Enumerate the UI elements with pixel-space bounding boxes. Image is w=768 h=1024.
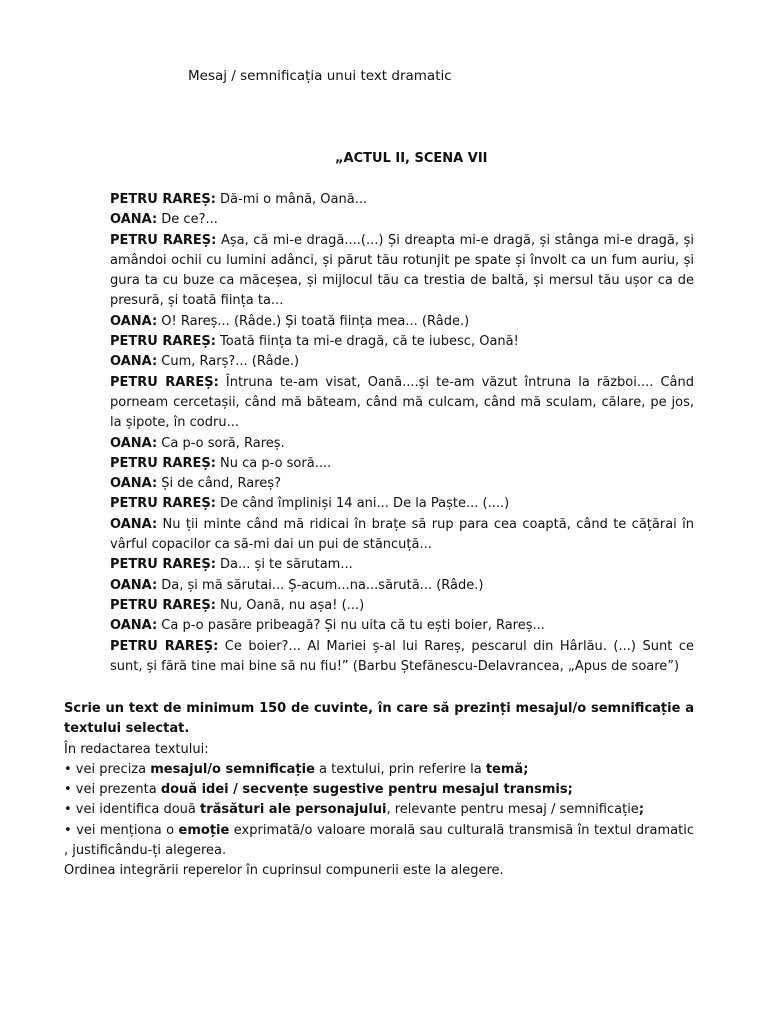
speaker-name: OANA:	[110, 577, 158, 593]
speaker-name: PETRU RAREȘ:	[110, 232, 217, 248]
dialogue-line	[110, 596, 694, 616]
line-text: Ca p-o soră, Rareș.	[157, 435, 285, 451]
bullet-text: • vei menționa o	[64, 822, 179, 838]
speaker-name: OANA:	[110, 354, 158, 370]
dialogue-line	[110, 231, 694, 312]
speaker-name: PETRU RAREȘ:	[110, 374, 219, 390]
bullet-emphasis: două idei / secvențe sugestive pentru mesajul transmis;	[160, 782, 573, 798]
bullet-emphasis: ;	[638, 802, 645, 818]
speaker-name: OANA:	[110, 618, 158, 634]
line-text: Nu ții minte când mă ridicai în brațe să rup para cea coaptă, când te cățărai în vârful copacilor ca să-mi dai un pui de stăncuță...	[110, 516, 694, 553]
line-text: De când împliniși 14 ani... De la Paște... (....)	[215, 496, 510, 512]
dialogue-line	[110, 210, 694, 230]
speaker-name: PETRU RAREȘ:	[110, 557, 216, 573]
line-text: Nu, Oană, nu așa! (...)	[215, 597, 365, 613]
dialogue-line	[110, 494, 694, 514]
speaker-name: OANA:	[110, 435, 158, 451]
bullet-emphasis: mesajul/o semnificație	[150, 761, 315, 777]
dialogue-line	[110, 312, 694, 332]
line-text: De ce?...	[157, 212, 218, 228]
dialogue-line	[110, 373, 694, 434]
bullet-text: • vei preciza	[64, 761, 151, 777]
speaker-name: OANA:	[110, 516, 158, 532]
line-text: Nu ca p-o soră....	[215, 455, 332, 471]
line-text: Da, și mă sărutai... Ș-acum...na...sărută... (Râde.)	[157, 577, 484, 593]
dialogue-line	[110, 190, 694, 210]
page-title: Mesaj / semnificația unui text dramatic	[188, 68, 452, 84]
dialogue-line	[110, 332, 694, 352]
bullet-text: a textului, prin referire la	[314, 761, 486, 777]
task-bullet	[64, 760, 694, 780]
line-text: Așa, că mi-e dragă....(...) Și dreapta mi-e dragă, și stânga mi-e dragă, și amândoi ochii cu lumini adânci, și părut tău rotunjit pe spate și învolt ca un fum auriu, și gura ta cu buze ca măceșea, și mijlocul tău ca trestia de baltă, și mersul tău ușor ca de presură, și toată ființa ta...	[110, 232, 694, 309]
line-text: Întruna te-am visat, Oană....și te-am văzut întruna la război.... Când porneam cercetașii, când mă băteam, când mă culcam, când mă sculam, călare, pe jos, la șipote, în codru...	[110, 374, 694, 431]
task-block	[64, 699, 694, 882]
bullet-text: • vei prezenta	[64, 782, 161, 798]
speaker-name: PETRU RAREȘ:	[110, 192, 216, 207]
bullet-text: exprimată/o valoare morală sau culturală transmisă în textul dramatic , justificându-ți alegerea.	[64, 822, 694, 859]
bullet-text: • vei identifica două	[64, 802, 201, 818]
dialogue-line	[110, 454, 694, 474]
dialogue-line	[110, 637, 694, 678]
task-prompt: Scrie un text de minimum 150 de cuvinte, în care să prezinți mesajul/o semnificație a textului selectat.	[64, 701, 694, 737]
speaker-name: PETRU RAREȘ:	[110, 334, 216, 350]
speaker-name: OANA:	[110, 476, 158, 492]
dialogue-block	[110, 190, 694, 677]
speaker-name: OANA:	[110, 313, 158, 329]
line-text: Dă-mi o mână, Oană...	[215, 192, 368, 207]
line-text: Toată ființa ta mi-e dragă, că te iubesc, Oană!	[215, 334, 519, 350]
line-text: Ca p-o pasăre pribeagă? Și nu uita că tu ești boier, Rareș...	[157, 618, 545, 634]
dialogue-line	[110, 352, 694, 372]
speaker-name: PETRU RAREȘ:	[110, 455, 216, 471]
line-text: Cum, Rarș?... (Râde.)	[157, 354, 300, 370]
task-bullet	[64, 821, 694, 862]
speaker-name: PETRU RAREȘ:	[110, 496, 216, 512]
line-text: Da... și te sărutam...	[215, 557, 353, 573]
task-intro: În redactarea textului:	[64, 741, 209, 757]
scene-title: „ACTUL II, SCENA VII	[335, 151, 488, 166]
dialogue-line	[110, 515, 694, 556]
bullet-emphasis: emoție	[178, 822, 230, 838]
line-text: Ce boier?... Al Mariei ș-al lui Rareș, pescarul din Hârlău. (...) Sunt ce sunt, și fără tine mai bine să nu fiu!” (Barbu Ștefănescu-Delavrancea, „Apus de soare”)	[110, 638, 694, 674]
dialogue-line	[110, 474, 694, 494]
dialogue-line	[110, 434, 694, 454]
dialogue-line	[110, 555, 694, 575]
bullet-emphasis: trăsături ale personajului	[200, 802, 387, 818]
dialogue-line	[110, 616, 694, 636]
task-closing: Ordinea integrării reperelor în cuprinsul compunerii este la alegere.	[64, 863, 504, 879]
speaker-name: PETRU RAREȘ:	[110, 597, 216, 613]
bullet-text: , relevante pentru mesaj / semnificație	[386, 802, 639, 818]
line-text: Și de când, Rareș?	[157, 476, 281, 492]
speaker-name: PETRU RAREȘ:	[110, 638, 219, 654]
task-bullet	[64, 800, 694, 820]
dialogue-line	[110, 576, 694, 596]
speaker-name: OANA:	[110, 212, 158, 228]
line-text: O! Rareș... (Râde.) Și toată ființa mea... (Râde.)	[157, 313, 470, 329]
bullet-emphasis: temă;	[485, 761, 529, 777]
task-bullet	[64, 780, 694, 800]
